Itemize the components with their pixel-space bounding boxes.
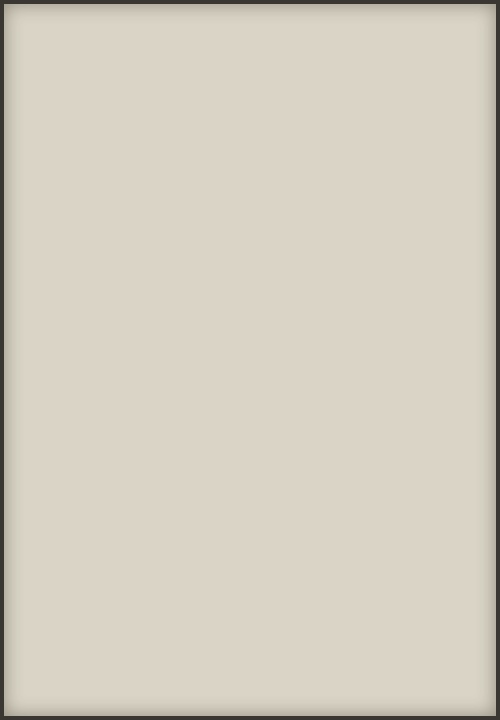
lower-text-block xyxy=(22,372,478,690)
upper-text-block xyxy=(22,18,478,336)
book-page xyxy=(4,4,496,716)
